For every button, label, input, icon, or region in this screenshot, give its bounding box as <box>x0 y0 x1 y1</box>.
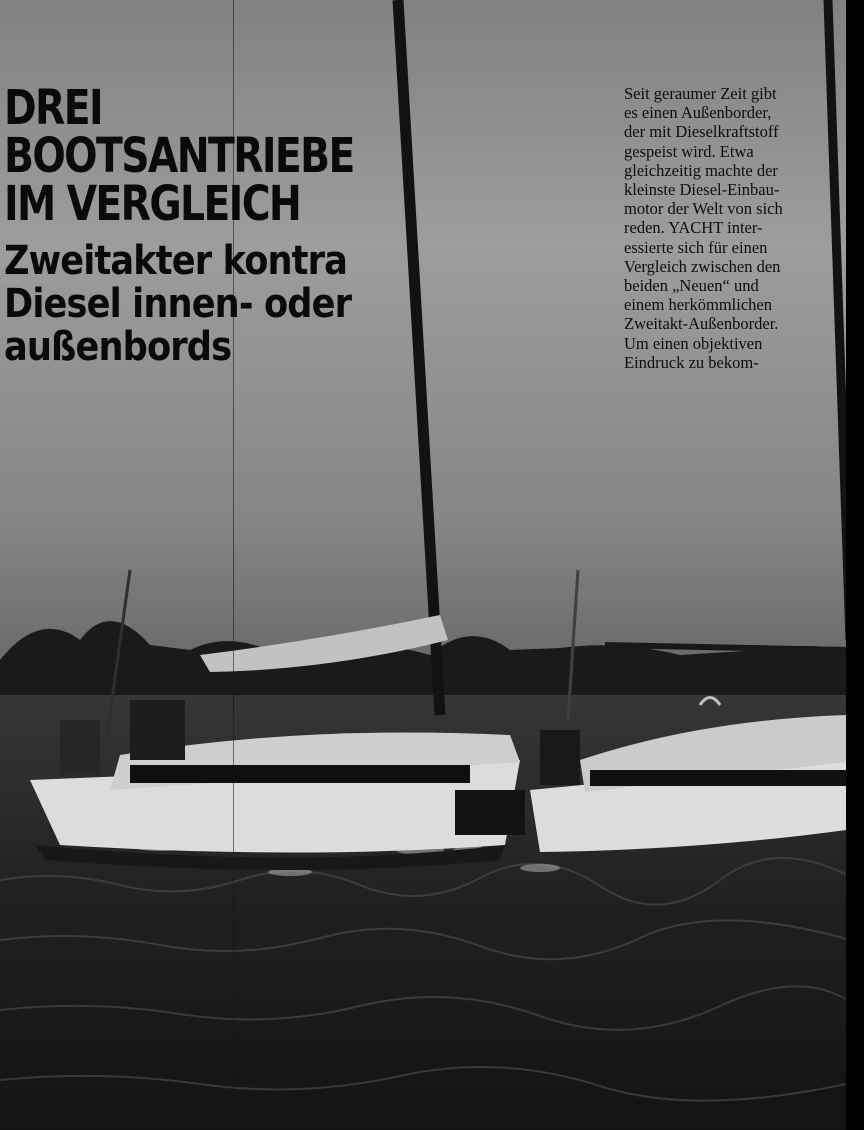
article-intro <box>624 84 824 372</box>
intro-line: gespeist wird. Etwa <box>624 141 754 161</box>
intro-line: gleichzeitig machte der <box>624 160 778 180</box>
intro-line: kleinste Diesel-Einbau- <box>624 180 780 200</box>
intro-line: reden. YACHT inter- <box>624 218 763 238</box>
intro-line: essierte sich für einen <box>624 237 768 257</box>
intro-line: Um einen objektiven <box>624 333 763 353</box>
intro-line: Vergleich zwischen den <box>624 256 781 276</box>
intro-line: Seit geraumer Zeit gibt <box>624 84 777 103</box>
intro-line: einem herkömmlichen <box>624 295 772 315</box>
headline-line: BOOTSANTRIEBE <box>4 128 354 184</box>
subheadline-line: außenbords <box>4 324 232 370</box>
intro-line: Eindruck zu bekom- <box>624 352 759 372</box>
intro-line: der mit Dieselkraftstoff <box>624 122 779 142</box>
subheadline-line: Zweitakter kontra <box>4 238 347 284</box>
intro-line: es einen Außenborder, <box>624 103 772 123</box>
intro-line: motor der Welt von sich <box>624 199 783 219</box>
intro-line: Zweitakt-Außenborder. <box>624 314 779 334</box>
intro-line: beiden „Neuen“ und <box>624 276 759 296</box>
article-headline <box>4 80 434 232</box>
subheadline-line: Diesel innen- oder <box>4 281 352 327</box>
page-edge-shadow <box>846 0 864 1130</box>
headline-line: DREI <box>4 80 102 136</box>
article-subheadline <box>4 240 434 369</box>
headline-line: IM VERGLEICH <box>4 176 301 232</box>
